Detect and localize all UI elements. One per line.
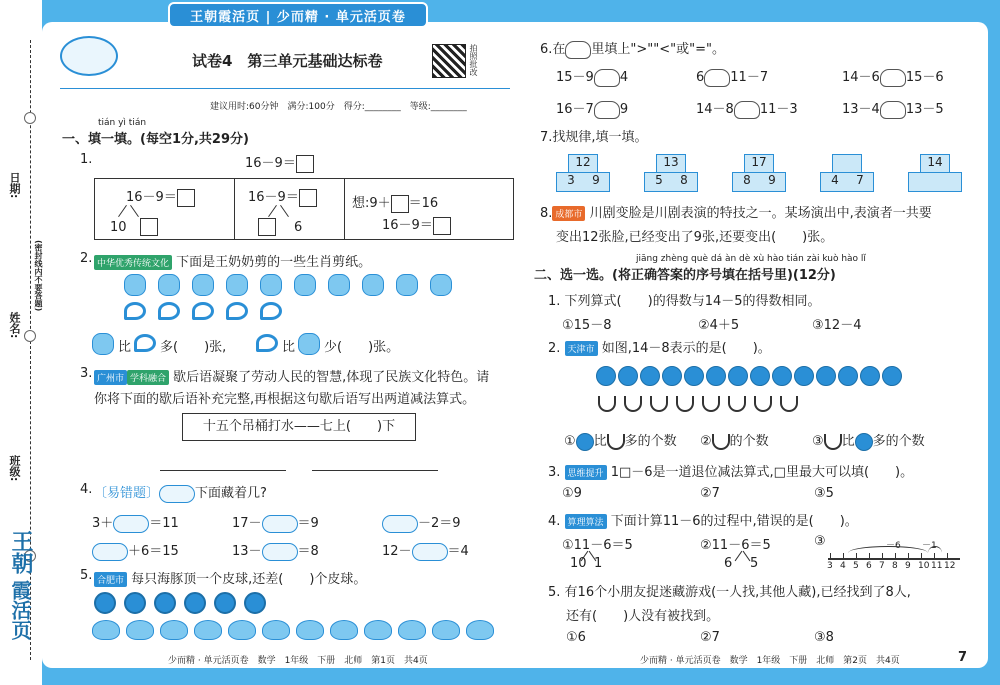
- answer-box[interactable]: [177, 189, 195, 207]
- ball-icon: [94, 592, 116, 614]
- s2-q3-text: 3. 思维提升 1□－6是一道退位减法算式,□里最大可以填( )。: [548, 465, 914, 480]
- brand-logo-2: 霞活页: [8, 580, 32, 640]
- q1b-text: 16－9＝: [248, 190, 299, 205]
- tiger-icon: [260, 274, 282, 296]
- tiger-icon: [430, 274, 452, 296]
- snake-icon: [260, 302, 282, 320]
- exam-info: 建议用时:60分钟 满分:100分 得分:________ 等级:________: [210, 102, 467, 112]
- q2-prompt: 下面是王奶奶剪的一些生肖剪纸。: [176, 255, 372, 270]
- jump-minus1: －1: [922, 541, 937, 551]
- q1-number: 1.: [80, 152, 93, 167]
- dolphin-icon: [194, 620, 222, 640]
- q4-tag: 〔易错题〕: [94, 486, 160, 501]
- banana-icon: [712, 434, 730, 450]
- tiger-icon: [328, 274, 350, 296]
- q4-prompt: 下面藏着几?: [195, 486, 267, 501]
- puzzle-bottom: [556, 172, 610, 192]
- orange-icon: [882, 366, 902, 386]
- binding-circle: [24, 112, 36, 124]
- puzzle-right: 9: [592, 173, 600, 187]
- dolphin-icon: [228, 620, 256, 640]
- s2-q2-opt1[interactable]: ① 比 多的个数: [564, 434, 677, 449]
- puzzle-right: 9: [768, 173, 776, 187]
- q1c2-text: 16－9＝: [382, 218, 433, 233]
- left-footer: 少而精 · 单元活页卷 数学 1年级 下册 北师 第1页 共4页: [168, 656, 428, 666]
- section2-heading: 二、选一选。(将正确答案的序号填在括号里)(12分): [534, 268, 836, 283]
- s2-q1-opt2[interactable]: ②4＋5: [698, 318, 740, 333]
- s2-q1-text: 1. 下列算式( )的得数与14－5的得数相同。: [548, 294, 821, 309]
- tick: [934, 553, 935, 559]
- tiger-icon: [294, 274, 316, 296]
- q3-text2: 你将下面的歇后语补充完整,再根据这句歇后语写出两道减法算式。: [94, 392, 476, 407]
- s2-q3-opt1[interactable]: ①9: [562, 486, 582, 501]
- tick-label: 9: [905, 561, 911, 571]
- q1-method-a: [126, 186, 195, 207]
- s2-q4-opt2[interactable]: ②11－6＝5: [700, 538, 771, 553]
- compare-cloud[interactable]: [880, 69, 906, 87]
- tiger-icon: [92, 333, 114, 355]
- tick-label: 5: [853, 561, 859, 571]
- compare-item: 13－4 13－5: [842, 102, 944, 117]
- tick: [869, 553, 870, 559]
- orange-icon: [640, 366, 660, 386]
- tick: [830, 553, 831, 559]
- q1-method-c2: [382, 214, 451, 235]
- compare-cloud[interactable]: [734, 101, 760, 119]
- seal-warning: (密封线内不要答题): [34, 240, 43, 312]
- tick-label: 11: [931, 561, 943, 571]
- q4-r2-c: 12－ ＝4: [382, 544, 469, 559]
- ball-icon: [214, 592, 236, 614]
- dolphin-icon: [262, 620, 290, 640]
- cloud-answer[interactable]: [92, 543, 128, 561]
- orange-icon: [706, 366, 726, 386]
- dolphin-icon: [330, 620, 358, 640]
- snake-icon: [158, 302, 180, 320]
- puzzle-bottom: [732, 172, 786, 192]
- cloud-icon: [159, 485, 195, 503]
- binding-circle: [24, 330, 36, 342]
- q4-number: 4.: [80, 482, 93, 497]
- snake-icon: [192, 302, 214, 320]
- q2-l2b: 少( )张。: [324, 340, 400, 355]
- cloud-answer[interactable]: [262, 543, 298, 561]
- compare-item: 14－8 11－3: [696, 102, 798, 117]
- q1-method-b: [248, 186, 317, 207]
- tick: [882, 553, 883, 559]
- compare-item: 14－6 15－6: [842, 70, 944, 85]
- dolphin-icon: [160, 620, 188, 640]
- proverb-box: 十五个吊桶打水——七上( )下: [182, 413, 416, 441]
- banana-icon: [824, 434, 842, 450]
- q1c1b-text: ＝16: [408, 196, 439, 211]
- q4-b-five: 5: [750, 556, 759, 571]
- class-label: 班级:: [8, 455, 21, 482]
- dolphin-icon: [92, 620, 120, 640]
- orange-icon: [772, 366, 792, 386]
- puzzle-top: 13: [656, 154, 686, 174]
- q4-b-six: 6: [724, 556, 733, 571]
- section1-heading: 一、填一填。(每空1分,共29分): [62, 132, 249, 147]
- tick-label: 12: [944, 561, 956, 571]
- dolphin-icon: [466, 620, 494, 640]
- page-number: 7: [958, 650, 968, 665]
- orange-icon: [576, 433, 594, 451]
- tiger-icon: [396, 274, 418, 296]
- puzzle-top: 14: [920, 154, 950, 174]
- table-divider: [234, 178, 235, 240]
- snake-icon: [256, 334, 278, 352]
- q1-eq-text: 16－9＝: [245, 156, 296, 171]
- q3-tag1: 广州市: [94, 370, 127, 385]
- date-label: 日期:: [8, 172, 21, 199]
- tiger-icon: [124, 274, 146, 296]
- q6-header: 6.在 里填上">""<"或"="。: [540, 42, 725, 57]
- ball-icon: [244, 592, 266, 614]
- ball-icon: [184, 592, 206, 614]
- orange-icon: [855, 433, 873, 451]
- tiger-icon: [158, 274, 180, 296]
- tick-label: 6: [866, 561, 872, 571]
- q4-r2-b: 13－ ＝8: [232, 544, 319, 559]
- puzzle-left: 8: [743, 173, 751, 187]
- answer-box[interactable]: [296, 155, 314, 173]
- answer-box[interactable]: [140, 216, 158, 236]
- qr-label: 拍照批改: [469, 44, 478, 76]
- q4-a-one: 1: [594, 556, 603, 571]
- puzzle-bottom: [908, 172, 962, 192]
- section2-pinyin: jiāng zhèng què dá àn dè xù hào tián zài kuò hào lǐ: [636, 254, 866, 264]
- s2-q4-text: 4. 算理算法 下面计算11－6的过程中,错误的是( )。: [548, 514, 858, 529]
- q4-text: [94, 482, 267, 503]
- banana-icon: [607, 434, 625, 450]
- compare-cloud[interactable]: [594, 101, 620, 119]
- orange-icon: [794, 366, 814, 386]
- brand-badge-icon: [60, 36, 118, 76]
- tick: [895, 553, 896, 559]
- cloud-answer[interactable]: [412, 543, 448, 561]
- right-footer: 少而精 · 单元活页卷 数学 1年级 下册 北师 第2页 共4页: [640, 656, 900, 666]
- dolphin-icon: [296, 620, 324, 640]
- ball-icon: [124, 592, 146, 614]
- s2-q5-opt1[interactable]: ①6: [566, 630, 586, 645]
- q3-text1: 歇后语凝聚了劳动人民的智慧,体现了民族文化特色。请: [173, 370, 490, 385]
- q8-line2: 变出12张脸,已经变出了9张,还要变出( )张。: [556, 230, 834, 245]
- number-line: [828, 558, 960, 560]
- s2-q5-line1: 5. 有16个小朋友捉迷藏游戏(一人找,其他人藏),已经找到了8人,: [548, 585, 911, 600]
- tick-label: 3: [827, 561, 833, 571]
- tick-label: 10: [918, 561, 930, 571]
- snake-icon: [226, 302, 248, 320]
- tick: [856, 553, 857, 559]
- q1-equation: [245, 152, 314, 173]
- s2-q4-opt3[interactable]: ③: [814, 534, 826, 549]
- puzzle-bottom: [644, 172, 698, 192]
- orange-icon: [860, 366, 880, 386]
- header-divider: [60, 88, 510, 89]
- puzzle-right: 8: [680, 173, 688, 187]
- q1c1-text: 想:9＋: [352, 196, 391, 211]
- jump-minus6: －6: [886, 541, 901, 551]
- compare-item: 6 11－7: [696, 70, 769, 85]
- q3-number: 3.: [80, 366, 93, 381]
- orange-icon: [728, 366, 748, 386]
- compare-item: 15－9 4: [556, 70, 629, 85]
- s2-q5-line2: 还有( )人没有被找到。: [566, 609, 720, 624]
- s2-q2-text: 2. 天津市 如图,14－8表示的是( )。: [548, 341, 771, 356]
- compare-cloud[interactable]: [704, 69, 730, 87]
- table-divider: [344, 178, 345, 240]
- q3-line1: [94, 366, 489, 385]
- orange-icon: [596, 366, 616, 386]
- dolphin-icon: [432, 620, 460, 640]
- q4-r2-a: ＋6＝15: [92, 540, 179, 561]
- q5-prompt: 每只海豚顶一个皮球,还差( )个皮球。: [131, 572, 367, 587]
- orange-icon: [838, 366, 858, 386]
- cloud-answer[interactable]: [113, 515, 149, 533]
- tick-label: 7: [879, 561, 885, 571]
- q8-line1: 8. 成都市 川剧变脸是川剧表演的特技之一。某场演出中,表演者一共要: [540, 206, 932, 221]
- s2-q5-opt2[interactable]: ②7: [700, 630, 720, 645]
- tick: [908, 553, 909, 559]
- q2-l1b: 多( )张,: [160, 340, 227, 355]
- cloud-answer[interactable]: [262, 515, 298, 533]
- s2-q2-opt3[interactable]: ③ 比 多的个数: [812, 434, 925, 449]
- q1-a-ten: 10: [110, 220, 127, 235]
- q4-r1-c: －2＝9: [382, 512, 461, 533]
- tick: [921, 553, 922, 559]
- snake-icon: [124, 302, 146, 320]
- q3-tag2: 学科融合: [127, 370, 169, 385]
- q1-b-six: 6: [294, 220, 303, 235]
- q4-r1-a: 3＋ ＝11: [92, 516, 179, 531]
- dolphin-icon: [126, 620, 154, 640]
- qr-code-icon[interactable]: [432, 44, 466, 78]
- tick-label: 8: [892, 561, 898, 571]
- snake-icon: [134, 334, 156, 352]
- answer-box[interactable]: [299, 189, 317, 207]
- puzzle-top: 17: [744, 154, 774, 174]
- puzzle-top[interactable]: [832, 154, 862, 174]
- tiger-icon: [298, 333, 320, 355]
- dolphin-icon: [364, 620, 392, 640]
- q2-number: 2.: [80, 251, 93, 266]
- compare-item: 16－7 9: [556, 102, 629, 117]
- q2-l1a: 比: [118, 340, 132, 355]
- puzzle-top: 12: [568, 154, 598, 174]
- puzzle-left: 5: [655, 173, 663, 187]
- tiger-icon: [226, 274, 248, 296]
- s2-q3-opt2[interactable]: ②7: [700, 486, 720, 501]
- answer-line[interactable]: [312, 470, 438, 471]
- q5-tag: 合肥市: [94, 572, 127, 587]
- s2-q1-opt1[interactable]: ①15－8: [562, 318, 612, 333]
- puzzle-left: 4: [831, 173, 839, 187]
- compare-cloud[interactable]: [594, 69, 620, 87]
- orange-icon: [618, 366, 638, 386]
- q2-tag: 中华优秀传统文化: [94, 255, 172, 270]
- ball-icon: [154, 592, 176, 614]
- s2-q2-opt2[interactable]: ② 的个数: [700, 434, 769, 449]
- tick: [947, 553, 948, 559]
- q4-r1-b: 17－ ＝9: [232, 516, 319, 531]
- page-title: 试卷4 第三单元基础达标卷: [192, 52, 383, 70]
- q2-l2a: 比: [282, 340, 296, 355]
- tick: [843, 553, 844, 559]
- puzzle-right: 7: [856, 173, 864, 187]
- tiger-icon: [192, 274, 214, 296]
- name-label: 姓名:: [8, 312, 21, 339]
- puzzle-left: 3: [567, 173, 575, 187]
- answer-box[interactable]: [433, 217, 451, 235]
- compare-cloud[interactable]: [880, 101, 906, 119]
- puzzle-bottom: [820, 172, 874, 192]
- q2-text: [94, 251, 371, 270]
- s2-q5-opt3[interactable]: ③8: [814, 630, 834, 645]
- q5-number: 5.: [80, 568, 93, 583]
- dolphin-icon: [398, 620, 426, 640]
- section1-pinyin: tián yì tián: [98, 118, 147, 128]
- q1a-text: 16－9＝: [126, 190, 177, 205]
- top-banner: 王朝霞活页 | 少而精 · 单元活页卷: [168, 2, 428, 28]
- orange-icon: [662, 366, 682, 386]
- s2-q3-opt3[interactable]: ③5: [814, 486, 834, 501]
- q4-a-ten: 10: [570, 556, 587, 571]
- q1-method-c1: [352, 192, 438, 213]
- answer-box[interactable]: [258, 216, 276, 236]
- tick-label: 4: [840, 561, 846, 571]
- answer-box[interactable]: [391, 195, 409, 213]
- orange-icon: [750, 366, 770, 386]
- answer-line[interactable]: [160, 470, 286, 471]
- s2-q4-opt1[interactable]: ①11－6＝5: [562, 538, 633, 553]
- cloud-icon: [565, 41, 591, 59]
- s2-q1-opt3[interactable]: ③12－4: [812, 318, 862, 333]
- q5-text: [94, 568, 366, 587]
- q7-header: 7.找规律,填一填。: [540, 130, 648, 145]
- orange-icon: [816, 366, 836, 386]
- orange-icon: [684, 366, 704, 386]
- brand-logo-1: 王朝: [8, 530, 34, 574]
- cloud-answer[interactable]: [382, 515, 418, 533]
- tiger-icon: [362, 274, 384, 296]
